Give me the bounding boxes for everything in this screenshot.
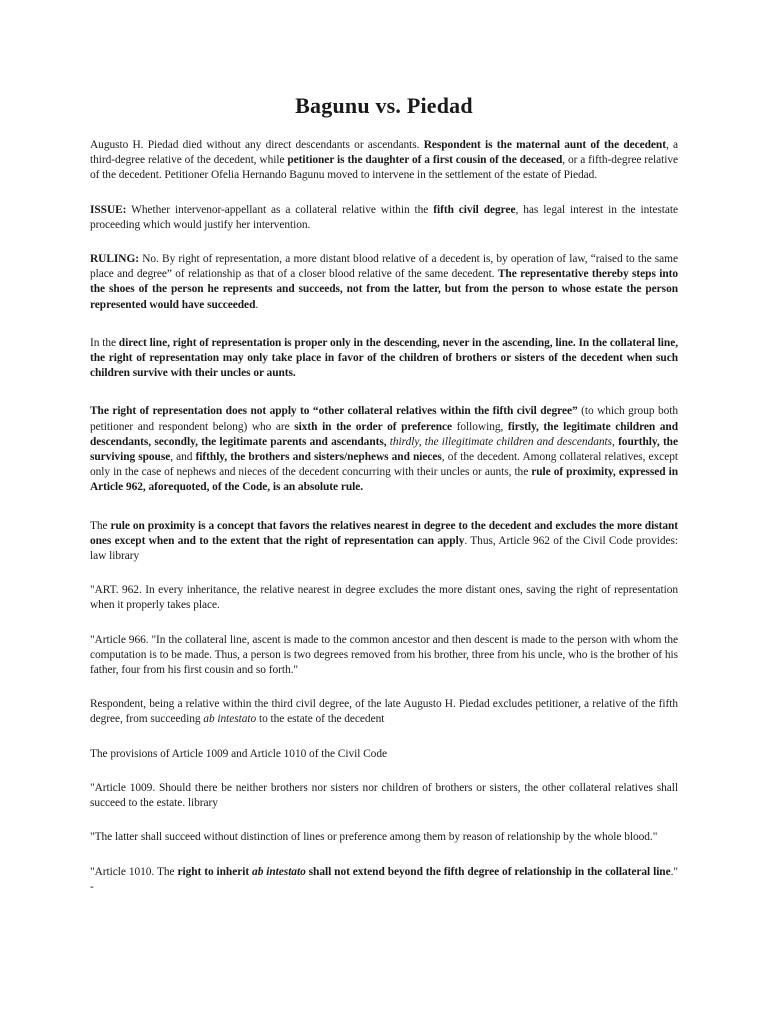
- bold-text: Respondent is the maternal aunt of the decedent: [423, 139, 666, 151]
- italic-text: ab intestato: [203, 713, 257, 726]
- paragraph: [90, 404, 678, 495]
- body-text: .: [255, 298, 259, 311]
- paragraph: [90, 633, 678, 679]
- body-text: , and: [170, 451, 196, 464]
- bold-text: sixth in the order of preference: [294, 420, 453, 433]
- body-text: , of the decedent. Among collateral relatives, except only in the case of nephews and nieces of the decedent concurring with their uncles or aunts, the: [90, 451, 678, 479]
- paragraph: [90, 697, 678, 727]
- bold-text: right to inherit: [177, 865, 253, 878]
- body-text: , a third-degree relative of the decedent, while: [90, 139, 678, 167]
- paragraph: [90, 830, 678, 845]
- body-text: Respondent, being a relative within the third civil degree, of the late Augusto H. Piedad excludes petitioner, a relative of the fifth degree, from succeeding: [90, 698, 678, 726]
- paragraph: [90, 138, 678, 184]
- bold-text: fifth civil degree: [433, 203, 516, 216]
- paragraph: [90, 252, 678, 313]
- bold-text: rule of proximity, expressed in Article 962, aforequoted, of the Code, is an absolute rule.: [90, 466, 678, 494]
- body-text: No. By right of representation, a more distant blood relative of a decedent is, by operation of law, “raised to the same place and degree” of relationship as that of a closer blood relative of the same decedent.: [90, 253, 678, 281]
- bold-text: shall not extend beyond the fifth degree of relationship in the collateral line: [305, 865, 671, 878]
- body-text: "Article 1009. Should there be neither brothers nor sisters nor children of brothers or sisters, the other collateral relatives shall succeed to the estate. library: [90, 781, 678, 810]
- body-text: following,: [452, 420, 508, 433]
- bold-text: [252, 866, 306, 878]
- body-text: The: [90, 519, 111, 532]
- body-text: In the: [90, 336, 119, 349]
- paragraph: [90, 519, 678, 565]
- bold-text: RULING:: [90, 253, 140, 266]
- bold-text: rule on proximity is a concept that favors the relatives nearest in degree to the decedent and excludes the more distant ones except when and to the extent that the right of representation can apply: [90, 519, 679, 547]
- paragraph: [90, 203, 678, 233]
- bold-text: firstly, the legitimate children and descendants, secondly, the legitimate parents and ascendants,: [90, 420, 678, 448]
- body-text: ." -: [90, 865, 679, 893]
- paragraph: [90, 583, 678, 613]
- body-text: The provisions of Article 1009 and Article 1010 of the Civil Code: [90, 747, 387, 760]
- bold-text: ISSUE:: [90, 203, 127, 216]
- body-text: to the estate of the decedent: [256, 713, 385, 726]
- body-text: Whether intervenor-appellant as a collateral relative within the: [126, 203, 434, 216]
- document-title: Bagunu vs. Piedad: [295, 93, 473, 118]
- document-body: [90, 138, 678, 914]
- body-text: , or a fifth-degree relative of the decedent. Petitioner Ofelia Hernando Bagunu moved to intervene in the settlement of the estate of Piedad.: [90, 154, 678, 182]
- bold-text: petitioner is the daughter of a first cousin of the deceased: [287, 154, 563, 167]
- body-text: "The latter shall succeed without distinction of lines or preference among them by reason of relationship by the whole blood.": [90, 831, 658, 844]
- bold-text: fifthly, the brothers and sisters/nephews and nieces: [195, 451, 442, 464]
- body-text: (to which group both petitioner and respondent belong) who are: [90, 405, 679, 433]
- body-text: Augusto H. Piedad died without any direct descendants or ascendants.: [90, 139, 424, 151]
- paragraph: [90, 747, 678, 762]
- bold-text: direct line, right of representation is proper only in the descending, never in the ascending, line. In the collateral line, the right of representation may only take place in favor of the children of brothers or sisters of the decedent when such children survive with their uncles or aunts.: [90, 336, 679, 380]
- body-text: "Article 966. "In the collateral line, ascent is made to the common ancestor and then descent is made to the person with whom the computation is to be made. Thus, a person is two degrees removed from his brother, three from his uncle, who is the brother of his father, four from his first cousin and so forth.": [90, 633, 678, 677]
- body-text: "Article 1010. The: [90, 865, 178, 878]
- paragraph: [90, 781, 678, 811]
- body-text: "ART. 962. In every inheritance, the relative nearest in degree excludes the more distant ones, saving the right of representation when it properly takes place.: [90, 584, 678, 612]
- emphasis-text: ab intestato: [252, 865, 306, 878]
- bold-text: The representative thereby steps into the shoes of the person he represents and succeeds, not from the latter, but from the person to whose estate the person represented would have succeeded: [90, 268, 678, 311]
- bold-text: fourthly, the surviving spouse: [90, 435, 678, 464]
- italic-text: thirdly, the illegitimate children and descendants,: [389, 435, 615, 448]
- paragraph: [90, 865, 678, 895]
- body-text: . Thus, Article 962 of the Civil Code provides: law library: [90, 534, 678, 563]
- paragraph: [90, 336, 678, 382]
- body-text: , has legal interest in the intestate proceeding which would justify her intervention.: [90, 203, 678, 231]
- bold-text: The right of representation does not apply to “other collateral relatives within the fifth civil degree”: [90, 405, 578, 418]
